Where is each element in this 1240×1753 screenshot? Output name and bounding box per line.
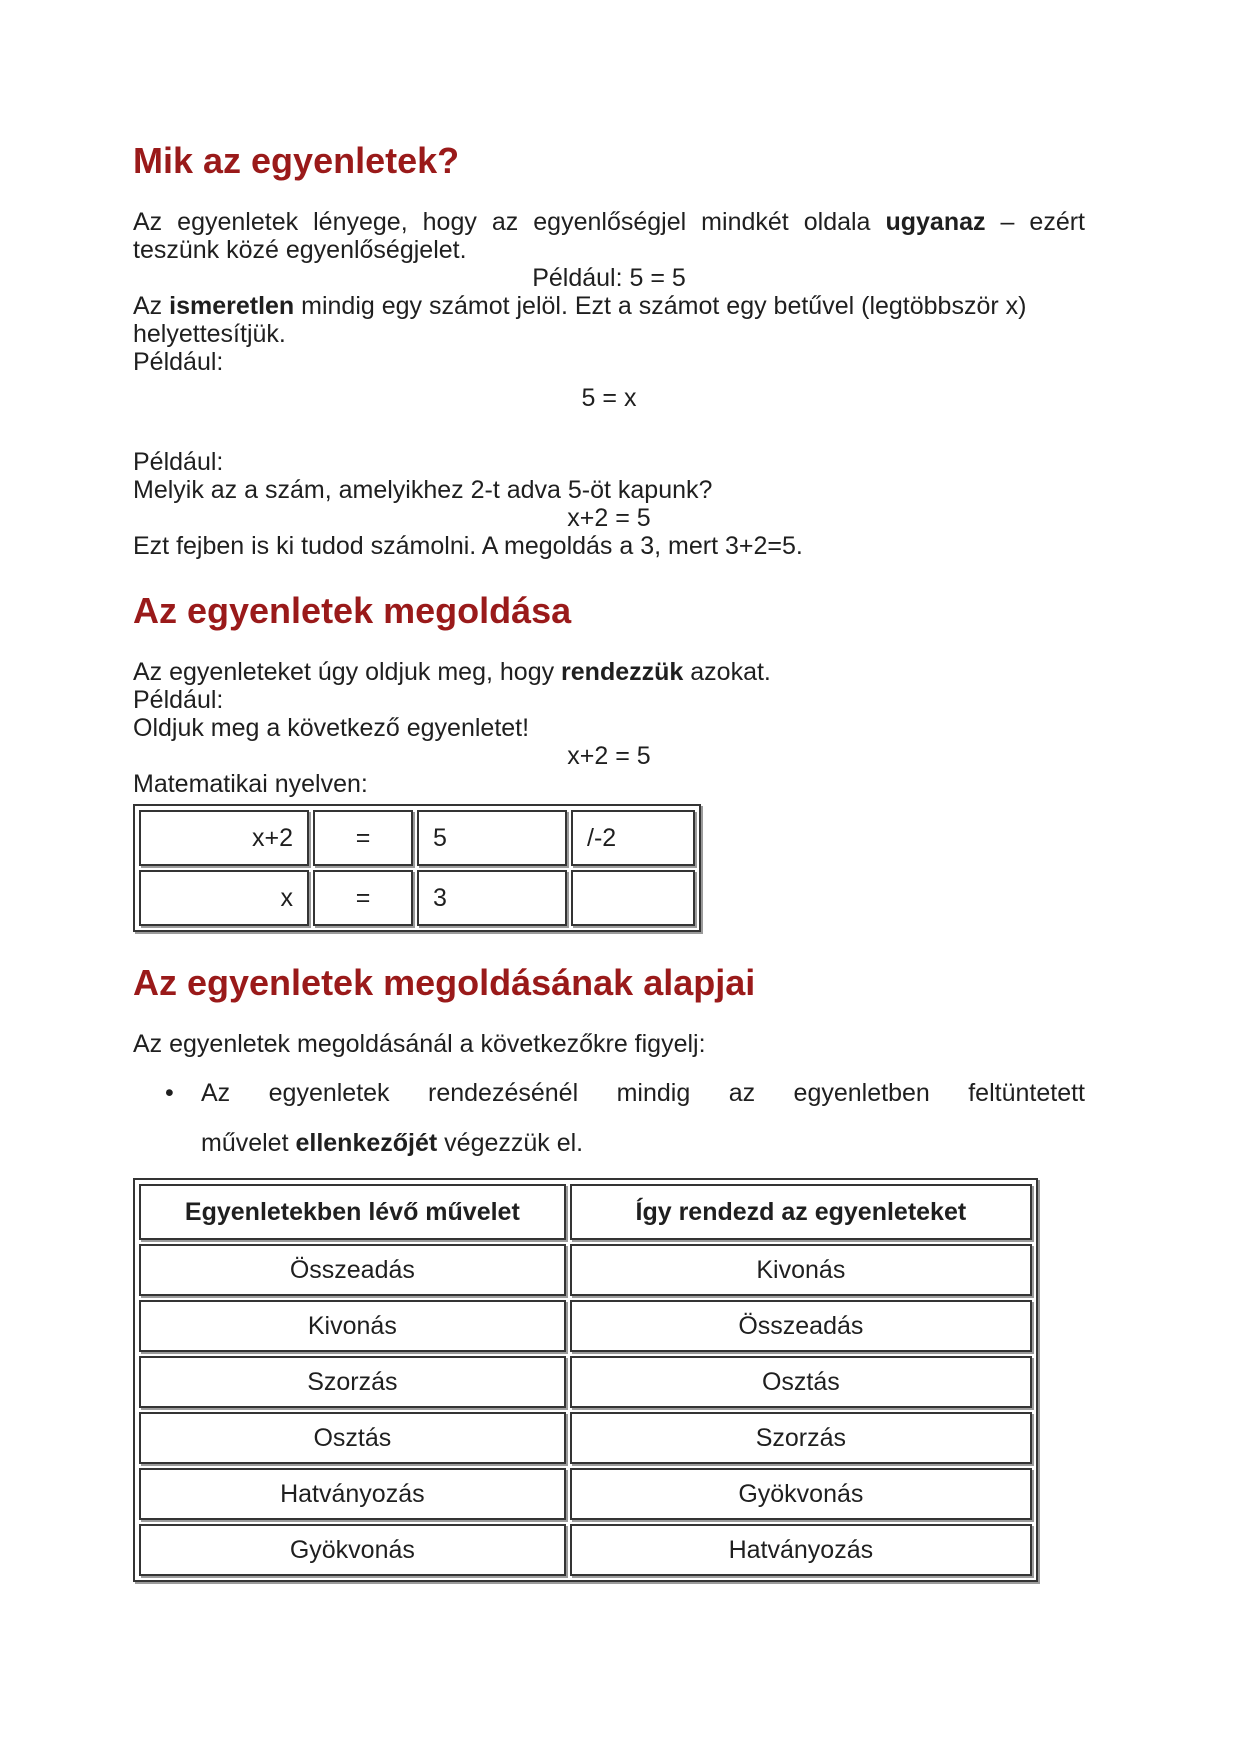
bold-run-ismeretlen: ismeretlen [169,292,295,320]
for-example-label-1: Például: [133,348,224,376]
rules-cell: Gyökvonás [139,1524,566,1576]
equation-5-equals-x: 5 = x [581,384,637,412]
text-run: Az [133,292,170,320]
unknown-paragraph-line2: helyettesítjük. [133,320,286,348]
steps-cell [571,870,695,926]
for-example-label-2: Például: [133,448,224,476]
rules-table [133,1178,1038,1582]
text-run: – ezért [985,208,1086,236]
text-run: Az egyenleteket úgy oldjuk meg, hogy [133,658,562,686]
math-language-label: Matematikai nyelven: [133,770,368,798]
rules-cell: Szorzás [570,1412,1032,1464]
rules-cell: Gyökvonás [570,1468,1032,1520]
rules-row [139,1524,1032,1576]
steps-cell: x+2 [139,810,309,866]
solving-paragraph [133,658,1085,686]
section-title-solving-basics: Az egyenletek megoldásának alapjai [133,962,756,1003]
equation-steps-table [133,804,701,932]
rules-row [139,1300,1032,1352]
example-5-equals-5: Például: 5 = 5 [532,264,686,292]
bullet-item [133,1068,1085,1168]
steps-cell: = [313,810,413,866]
bullet-line2 [201,1118,1085,1168]
unknown-paragraph [133,292,1085,348]
task-line: Oldjuk meg a következő egyenletet! [133,714,530,742]
text-run: mindig egy számot jelöl. Ezt a számot egy betűvel (legtöbbször x) [294,292,1027,320]
rules-cell: Kivonás [570,1244,1032,1296]
bold-run-ellenkezojet: ellenkezőjét [295,1129,438,1157]
rules-row [139,1468,1032,1520]
text-run: végezzük el. [437,1129,584,1157]
rules-cell: Szorzás [139,1356,566,1408]
steps-row-1 [139,810,695,866]
solving-equation: x+2 = 5 [567,742,651,770]
intro-paragraph-line1 [133,208,1085,236]
bullet-icon: • [165,1079,174,1107]
text-run: Az egyenletek lényege, hogy az egyenlőségjel mindkét oldala [133,208,886,236]
rules-cell: Hatványozás [139,1468,566,1520]
steps-cell: 5 [417,810,567,866]
bullet-text [201,1068,1085,1168]
bold-run-rendezzuk: rendezzük [561,658,684,686]
equation-x-plus-2: x+2 = 5 [567,504,651,532]
section-title-solving-equations: Az egyenletek megoldása [133,590,572,631]
rules-cell: Összeadás [139,1244,566,1296]
for-example-label-3: Például: [133,686,224,714]
intro-paragraph-line2: teszünk közé egyenlőségjelet. [133,236,467,264]
text-run: művelet [201,1129,296,1157]
basics-intro: Az egyenletek megoldásánál a következőkre figyelj: [133,1030,706,1058]
steps-row-2 [139,870,695,926]
rules-cell: Összeadás [570,1300,1032,1352]
rules-row [139,1412,1032,1464]
intro-paragraph [133,208,1085,264]
rules-cell: Osztás [139,1412,566,1464]
steps-cell: = [313,870,413,926]
unknown-paragraph-line1 [133,292,1085,320]
rules-header-rearrange: Így rendezd az egyenleteket [570,1184,1032,1240]
rules-header-row [139,1184,1032,1240]
rules-row [139,1356,1032,1408]
bold-run-ugyanaz: ugyanaz [885,208,986,236]
question-line: Melyik az a szám, amelyikhez 2-t adva 5-öt kapunk? [133,476,713,504]
rules-header-operation: Egyenletekben lévő művelet [139,1184,566,1240]
rules-cell: Osztás [570,1356,1032,1408]
section-title-what-are-equations: Mik az egyenletek? [133,140,460,181]
steps-cell: 3 [417,870,567,926]
steps-cell: x [139,870,309,926]
rules-row [139,1244,1032,1296]
text-run: azokat. [683,658,771,686]
bullet-line1: Az egyenletek rendezésénél mindig az egyenletben feltüntetett [201,1079,1085,1107]
steps-cell: /-2 [571,810,695,866]
rules-cell: Hatványozás [570,1524,1032,1576]
rules-cell: Kivonás [139,1300,566,1352]
solution-note: Ezt fejben is ki tudod számolni. A megoldás a 3, mert 3+2=5. [133,532,803,560]
